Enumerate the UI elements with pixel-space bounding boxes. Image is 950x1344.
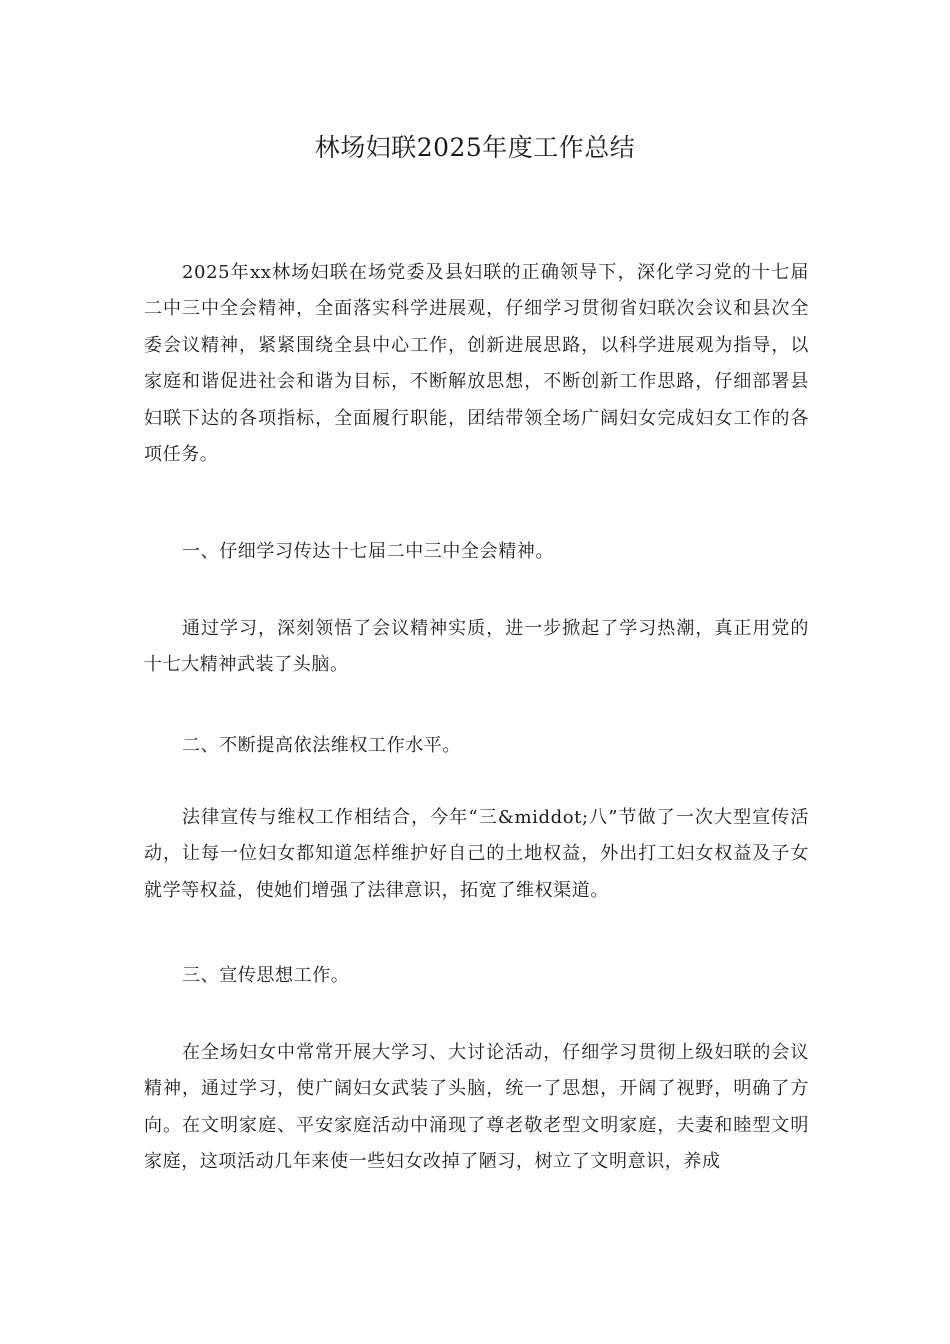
section-2-body: 法律宣传与维权工作相结合，今年“三&middot;八”节做了一次大型宣传活动，让每一位妇女都知道怎样维护好自己的土地权益，外出打工妇女权益及子女就学等权益，使她们增强了法律意识，拓宽了维权渠道。	[144, 807, 809, 901]
document-title: 林场妇联2025年度工作总结	[314, 133, 636, 162]
intro-paragraph: 2025年xx林场妇联在场党委及县妇联的正确领导下，深化学习党的十七届二中三中全会精神，全面落实科学进展观，仔细学习贯彻省妇联次会议和县次全委会议精神，紧紧围绕全县中心工作，创新进展思路，以科学进展观为指导，以家庭和谐促进社会和谐为目标，不断解放思想，不断创新工作思路，仔细部署县妇联下达的各项指标，全面履行职能，团结带领全场广阔妇女完成妇女工作的各项任务。	[144, 262, 809, 466]
section-1-heading: 一、仔细学习传达十七届二中三中全会精神。	[182, 541, 554, 562]
section-3-heading: 三、宣传思想工作。	[182, 965, 350, 986]
section-3-body: 在全场妇女中常常开展大学习、大讨论活动，仔细学习贯彻上级妇联的会议精神，通过学习，使广阔妇女武装了头脑，统一了思想，开阔了视野，明确了方向。在文明家庭、平安家庭活动中涌现了尊老敬老型文明家庭，夫妻和睦型文明家庭，这项活动几年来使一些妇女改掉了陋习，树立了文明意识，养成	[144, 1042, 809, 1173]
section-2-heading: 二、不断提高依法维权工作水平。	[182, 735, 461, 756]
section-1-body: 通过学习，深刻领悟了会议精神实质，进一步掀起了学习热潮，真正用党的十七大精神武装了头脑。	[144, 618, 809, 676]
